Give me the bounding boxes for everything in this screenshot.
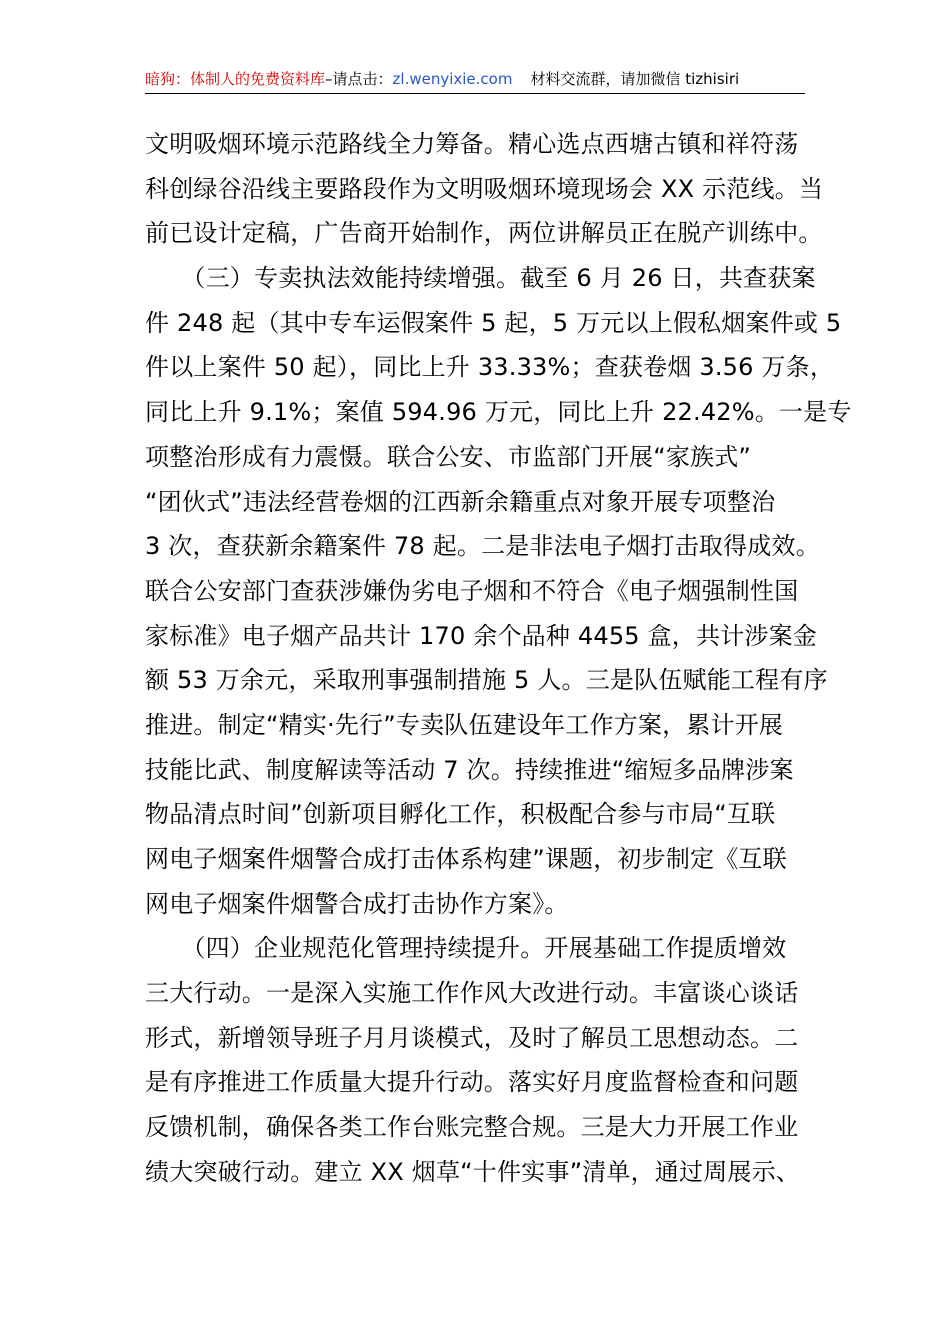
text-line: 前已设计定稿，广告商开始制作，两位讲解员正在脱产训练中。 [145,219,823,248]
text-line: 件 248 起（其中专车运假案件 5 起，5 万元以上假私烟案件或 5 [145,308,842,337]
header-divider [145,93,805,94]
text-line: 网电子烟案件烟警合成打击体系构建”课题，初步制定《互联 [145,845,787,873]
header-link[interactable]: zl.wenyixie.com [392,70,513,88]
text-line: 网电子烟案件烟警合成打击协作方案》。 [145,889,569,918]
text-line: 是有序推进工作质量大提升行动。落实好月度监督检查和问题 [145,1068,799,1097]
header-site-name: 暗狗：体制人的免费资料库 [145,70,326,88]
text-line: （四）企业规范化管理持续提升。开展基础工作提质增效 [145,934,787,963]
text-line: 技能比武、制度解读等活动 7 次。持续推进“缩短多品牌涉案 [145,755,794,784]
text-line: 推进。制定“精实·先行”专卖队伍建设年工作方案，累计开展 [145,710,784,739]
text-line: “团伙式”违法经营卷烟的江西新余籍重点对象开展专项整治 [145,487,776,516]
page-header [145,66,805,92]
text-line: （三）专卖执法效能持续增强。截至 6 月 26 日，共查获案 [145,264,816,293]
text-line: 科创绿谷沿线主要路段作为文明吸烟环境现场会 XX 示范线。当 [145,174,824,203]
body-text [145,122,852,1195]
text-line: 物品清点时间”创新项目孵化工作，积极配合参与市局“互联 [145,800,776,829]
header-group-note: 材料交流群，请加微信 tizhisiri [530,70,740,88]
text-line: 额 53 万余元，采取刑事强制措施 5 人。三是队伍赋能工程有序 [145,666,828,695]
text-line: 3 次，查获新余籍案件 78 起。二是非法电子烟打击取得成效。 [145,532,820,561]
text-line: 联合公安部门查获涉嫌伪劣电子烟和不符合《电子烟强制性国 [145,576,799,605]
text-line: 同比上升 9.1%；案值 594.96 万元，同比上升 22.42%。一是专 [145,398,852,427]
header-prompt: –请点击： [325,70,393,88]
text-line: 家标准》电子烟产品共计 170 余个品种 4455 盒，共计涉案金 [145,621,818,650]
text-line: 项整治形成有力震慑。联合公安、市监部门开展“家族式” [145,442,752,471]
text-line: 件以上案件 50 起），同比上升 33.33%；查获卷烟 3.56 万条， [145,353,835,382]
text-line: 文明吸烟环境示范路线全力筹备。精心选点西塘古镇和祥符荡 [145,130,799,158]
text-line: 三大行动。一是深入实施工作作风大改进行动。丰富谈心谈话 [145,979,799,1008]
text-line: 绩大突破行动。建立 XX 烟草“十件实事”清单，通过周展示、 [145,1157,801,1186]
text-line: 反馈机制，确保各类工作台账完整合规。三是大力开展工作业 [145,1113,799,1142]
text-line: 形式，新增领导班子月月谈模式，及时了解员工思想动态。二 [145,1023,799,1052]
